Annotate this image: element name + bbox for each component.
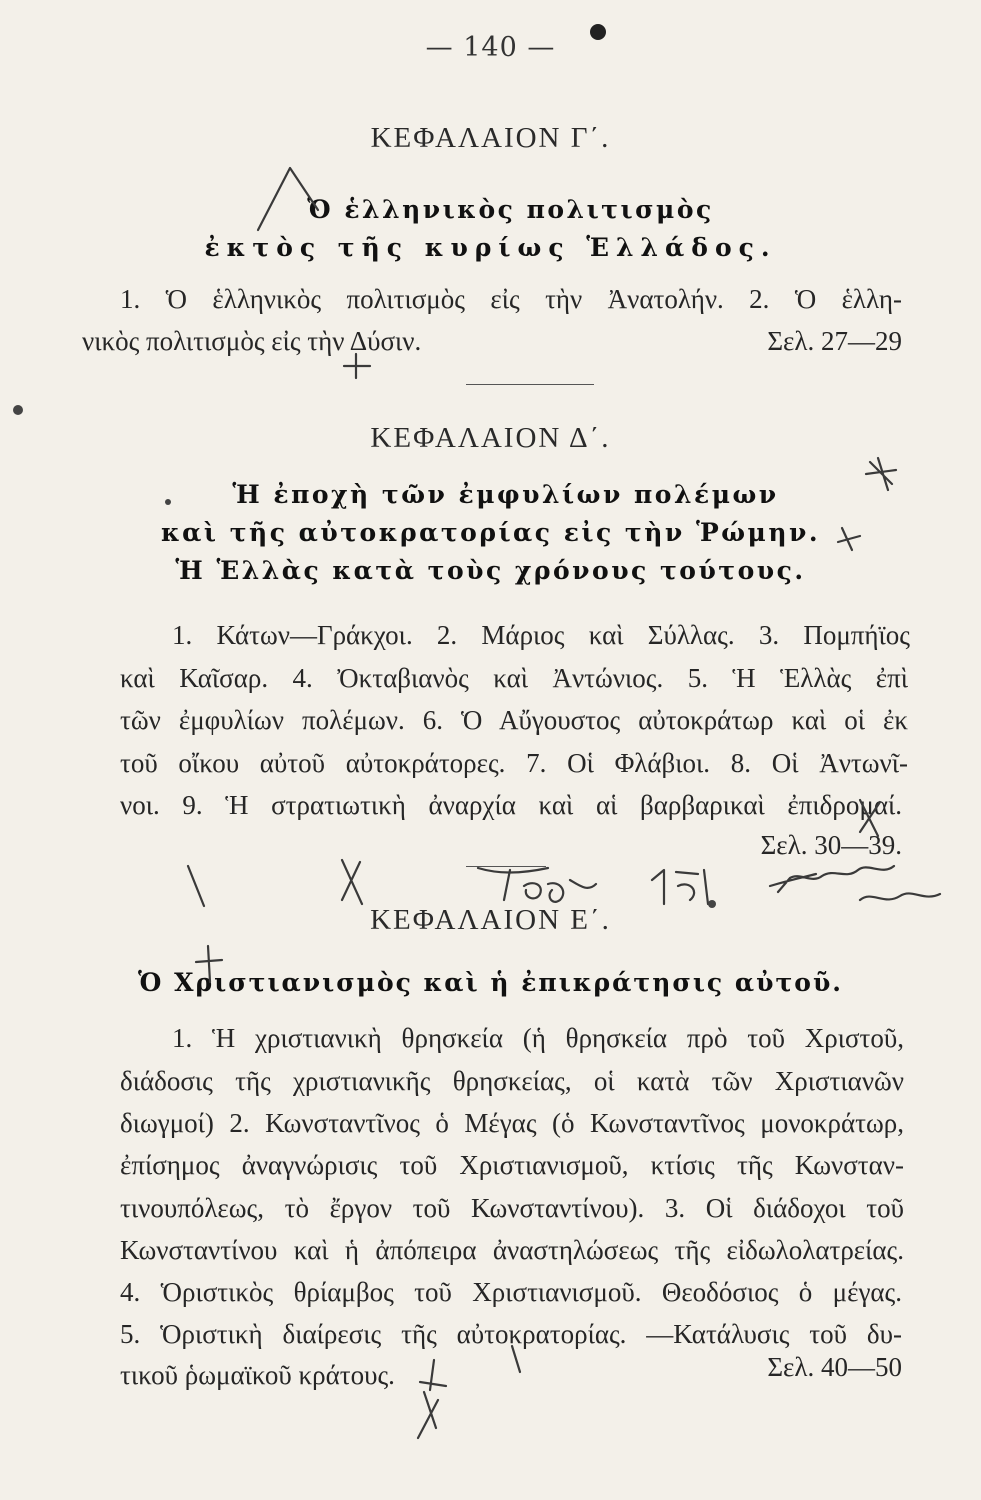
ink-dot-icon: [708, 900, 716, 908]
body-line: διάδοσις τῆς χριστιανικῆς θρησκείας, οἱ κατὰ τῶν Χριστιανῶν: [120, 1066, 904, 1096]
body-line: καὶ Καῖσαρ. 4. Ὀκταβιανὸς καὶ Ἀντώνιος. 5. Ἡ Ἑλλὰς ἐπὶ: [120, 663, 908, 693]
chapter-title-line: Ἡ ἐποχὴ τῶν ἐμφυλίων πολέμων: [232, 480, 779, 509]
handwritten-plus-icon: [838, 528, 860, 550]
page-range: Σελ. 30—39.: [760, 830, 902, 860]
body-line: 4. Ὁριστικὸς θρίαμβος τοῦ Χριστιανισμοῦ. Θεοδόσιος ὁ μέγας.: [120, 1277, 902, 1307]
ink-dot-icon: [13, 405, 23, 415]
handwritten-note-word: [770, 866, 940, 900]
handwritten-star-icon: [866, 458, 896, 490]
handwritten-cross-icon: [860, 800, 880, 836]
chapter-heading-gamma: ΚΕΦΑΛΑΙΟΝ Γ΄.: [370, 122, 611, 154]
chapter-title-line: καὶ τῆς αὐτοκρατορίας εἰς τὴν Ῥώμην.: [160, 518, 821, 547]
body-line: Κωνσταντίνου καὶ ἡ ἀπόπειρα ἀναστηλώσεως τῆς εἰδωλολατρείας.: [120, 1235, 904, 1265]
handwritten-cross-icon: [418, 1392, 438, 1438]
body-line: 5. Ὁριστικὴ διαίρεσις τῆς αὐτοκρατορίας. —Κατάλυσις τοῦ δυ-: [120, 1319, 902, 1349]
body-line: 1. Ἡ χριστιανικὴ θρησκεία (ἡ θρησκεία πρὸ τοῦ Χριστοῦ,: [172, 1023, 904, 1053]
ink-blot-icon: [590, 24, 606, 40]
body-line: 1. Ὁ ἑλληνικὸς πολιτισμὸς εἰς τὴν Ἀνατολήν. 2. Ὁ ἑλλη-: [120, 284, 902, 314]
handwritten-x-icon: [342, 860, 362, 904]
chapter-title-line: Ὁ Χριστιανισμὸς καὶ ἡ ἐπικράτησις αὐτοῦ.: [138, 968, 843, 997]
body-line: τοῦ οἴκου αὐτοῦ αὐτοκράτορες. 7. Οἱ Φλάβιοι. 8. Οἱ Ἀντωνῖ-: [120, 748, 908, 778]
body-line: νοι. 9. Ἡ στρατιωτικὴ ἀναρχία καὶ αἱ βαρβαρικαὶ ἐπιδρομαί.: [120, 790, 902, 820]
chapter-title-line: ἐκτὸς τῆς κυρίως Ἑλλάδος.: [204, 233, 777, 262]
body-line: ἐπίσημος ἀναγνώρισις τοῦ Χριστιανισμοῦ, κτίσις τῆς Κωνσταν-: [120, 1150, 904, 1180]
chapter-heading-epsilon: ΚΕΦΑΛΑΙΟΝ Ε΄.: [370, 904, 611, 936]
handwritten-plus-icon: [196, 946, 222, 982]
page-range: Σελ. 40—50: [767, 1352, 902, 1382]
body-line: τινουπόλεως, τὸ ἔργον τοῦ Κωνσταντίνου). 3. Οἱ διάδοχοι τοῦ: [120, 1193, 904, 1223]
body-line: νικὸς πολιτισμὸς εἰς τὴν Δύσιν.: [82, 326, 422, 356]
handwritten-stroke-icon: [188, 866, 204, 906]
handwritten-note-word: [478, 868, 596, 902]
page-range: Σελ. 27—29: [767, 326, 902, 356]
body-line: διωγμοί) 2. Κωνσταντῖνος ὁ Μέγας (ὁ Κωνσταντῖνος μονοκράτωρ,: [120, 1108, 904, 1138]
handwritten-plus-icon: [344, 354, 370, 378]
handwritten-note-word: [652, 870, 708, 904]
body-line: τῶν ἐμφυλίων πολέμων. 6. Ὁ Αὔγουστος αὐτοκράτωρ καὶ οἱ ἐκ: [120, 705, 908, 735]
ink-dot-icon: [165, 499, 171, 505]
handwritten-check-icon: [258, 168, 318, 230]
chapter-title-line: Ἡ Ἑλλὰς κατὰ τοὺς χρόνους τούτους.: [175, 556, 806, 585]
chapter-title-line: Ὁ ἑλληνικὸς πολιτισμὸς: [307, 195, 714, 224]
handwritten-stroke-icon: [512, 1346, 520, 1372]
handwritten-plus-icon: [420, 1360, 446, 1390]
body-line: 1. Κάτων—Γράκχοι. 2. Μάριος καὶ Σύλλας. 3. Πομπήϊος: [172, 620, 910, 650]
page-number: — 140 —: [425, 32, 556, 63]
chapter-heading-delta: ΚΕΦΑΛΑΙΟΝ Δ΄.: [370, 422, 611, 454]
body-line: τικοῦ ῥωμαϊκοῦ κράτους.: [120, 1360, 395, 1390]
